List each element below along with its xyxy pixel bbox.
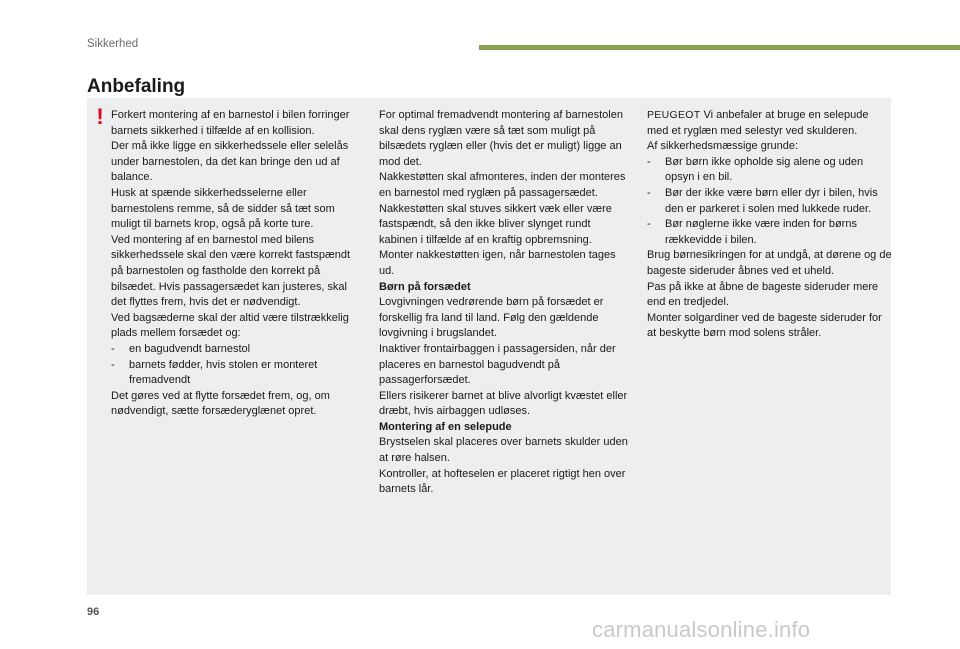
dash-item-text: en bagudvendt barnestol: [129, 342, 251, 355]
intro-text: Vi anbefaler at bruge en selepude med et ryglæn med selestyr ved skulderen.: [647, 109, 869, 137]
dash-item-text: Bør børn ikke opholde sig alene og uden opsyn i en bil.: [665, 155, 864, 184]
dash-bullet: -: [647, 218, 651, 231]
dash-list-item: [647, 186, 892, 217]
dash-bullet: -: [111, 342, 115, 355]
dash-item-text: barnets fødder, hvis stolen er monteret fremadvendt: [129, 358, 318, 387]
dash-list-item: [647, 217, 892, 248]
dash-bullet: -: [647, 155, 651, 168]
paragraph: Nakkestøtten skal afmonteres, inden der monteres en barnestol med ryglæn på passagersædet.: [379, 171, 626, 199]
page-title: Anbefaling: [87, 76, 186, 97]
paragraph: Ved montering af en barnestol med bilens sikkerhedssele skal den være korrekt fastspændt på barnestolen og fastholde den korrekt på bilsædet. Hvis passagersædet kan justeres, skal det flyttes frem, hvis det er nødvendigt.: [111, 233, 351, 309]
paragraph: Kontroller, at hofteselen er placeret rigtigt hen over barnets lår.: [379, 467, 626, 496]
paragraph: Forkert montering af en barnestol i bilen forringer barnets sikkerhed i tilfælde af en kollision.: [111, 109, 350, 137]
brand-name: PEUGEOT: [647, 109, 701, 121]
dash-bullet: -: [111, 358, 115, 371]
subheading: Børn på forsædet: [379, 280, 471, 293]
subheading: Montering af en selepude: [379, 420, 512, 433]
paragraph: Det gøres ved at flytte forsædet frem, og, om nødvendigt, sætte forsæderyglænet opret.: [111, 389, 330, 418]
page-number: 96: [87, 606, 100, 618]
paragraph: Lovgivningen vedrørende børn på forsædet er forskellig fra land til land. Følg den gældende lovgivning i brugslandet.: [379, 296, 604, 340]
dash-bullet: -: [647, 186, 651, 199]
section-label: Sikkerhed: [87, 38, 139, 50]
paragraph: Der må ikke ligge en sikkerhedssele eller selelås under barnestolen, da det kan bringe den ud af balance.: [111, 140, 349, 184]
paragraph: Inaktiver frontairbaggen i passagersiden, når der placeres en barnestol bagudvendt på passagerforsædet.: [379, 342, 616, 387]
dash-item-text: Bør der ikke være børn eller dyr i bilen, hvis den er parkeret i solen med lukkede ruder.: [665, 186, 878, 215]
brand-intro: [647, 108, 892, 139]
dash-list-item: [647, 155, 892, 186]
column-3-items: [647, 139, 892, 342]
dash-list-item: [111, 358, 361, 389]
paragraph: Husk at spænde sikkerhedsselerne eller barnestolens remme, så de sidder så tæt som muligt til barnets krop, også på korte ture.: [111, 186, 335, 231]
column-1: [111, 108, 361, 420]
dash-list-item: [111, 342, 361, 358]
column-2: [379, 108, 629, 498]
dash-item-text: Bør nøglerne ikke være inden for børns rækkevidde i bilen.: [665, 218, 857, 246]
paragraph: Pas på ikke at åbne de bageste sideruder mere end en tredjedel.: [647, 280, 879, 309]
paragraph: Ellers risikerer barnet at blive alvorligt kvæstet eller dræbt, hvis airbaggen udløses.: [379, 389, 628, 418]
column-3: [647, 108, 892, 342]
paragraph: Nakkestøtten skal stuves sikkert væk eller være fastspændt, så den ikke bliver slynget rundt kabinen i tilfælde af en kraftig opbremsning. Monter nakkestøtten igen, når barnestolen tages ud.: [379, 202, 616, 277]
paragraph: Af sikkerhedsmæssige grunde:: [647, 140, 799, 153]
paragraph: Brug børnesikringen for at undgå, at dørene og de bageste sideruder åbnes ved et uheld.: [647, 249, 892, 277]
paragraph: Monter solgardiner ved de bageste sideruder for at beskytte børn mod solens stråler.: [647, 311, 882, 340]
section-accent-bar: [479, 45, 960, 50]
warning-exclamation-icon: !: [96, 104, 104, 129]
paragraph: Brystselen skal placeres over barnets skulder uden at røre halsen.: [379, 436, 628, 465]
watermark: carmanualsonline.info: [592, 617, 811, 642]
paragraph: For optimal fremadvendt montering af barnestolen skal dens ryglæn være så tæt som muligt på bilsædets ryglæn eller (hvis det er muligt) ligge an mod det.: [379, 109, 623, 168]
paragraph: Ved bagsæderne skal der altid være tilstrækkelig plads mellem forsædet og:: [111, 311, 349, 340]
